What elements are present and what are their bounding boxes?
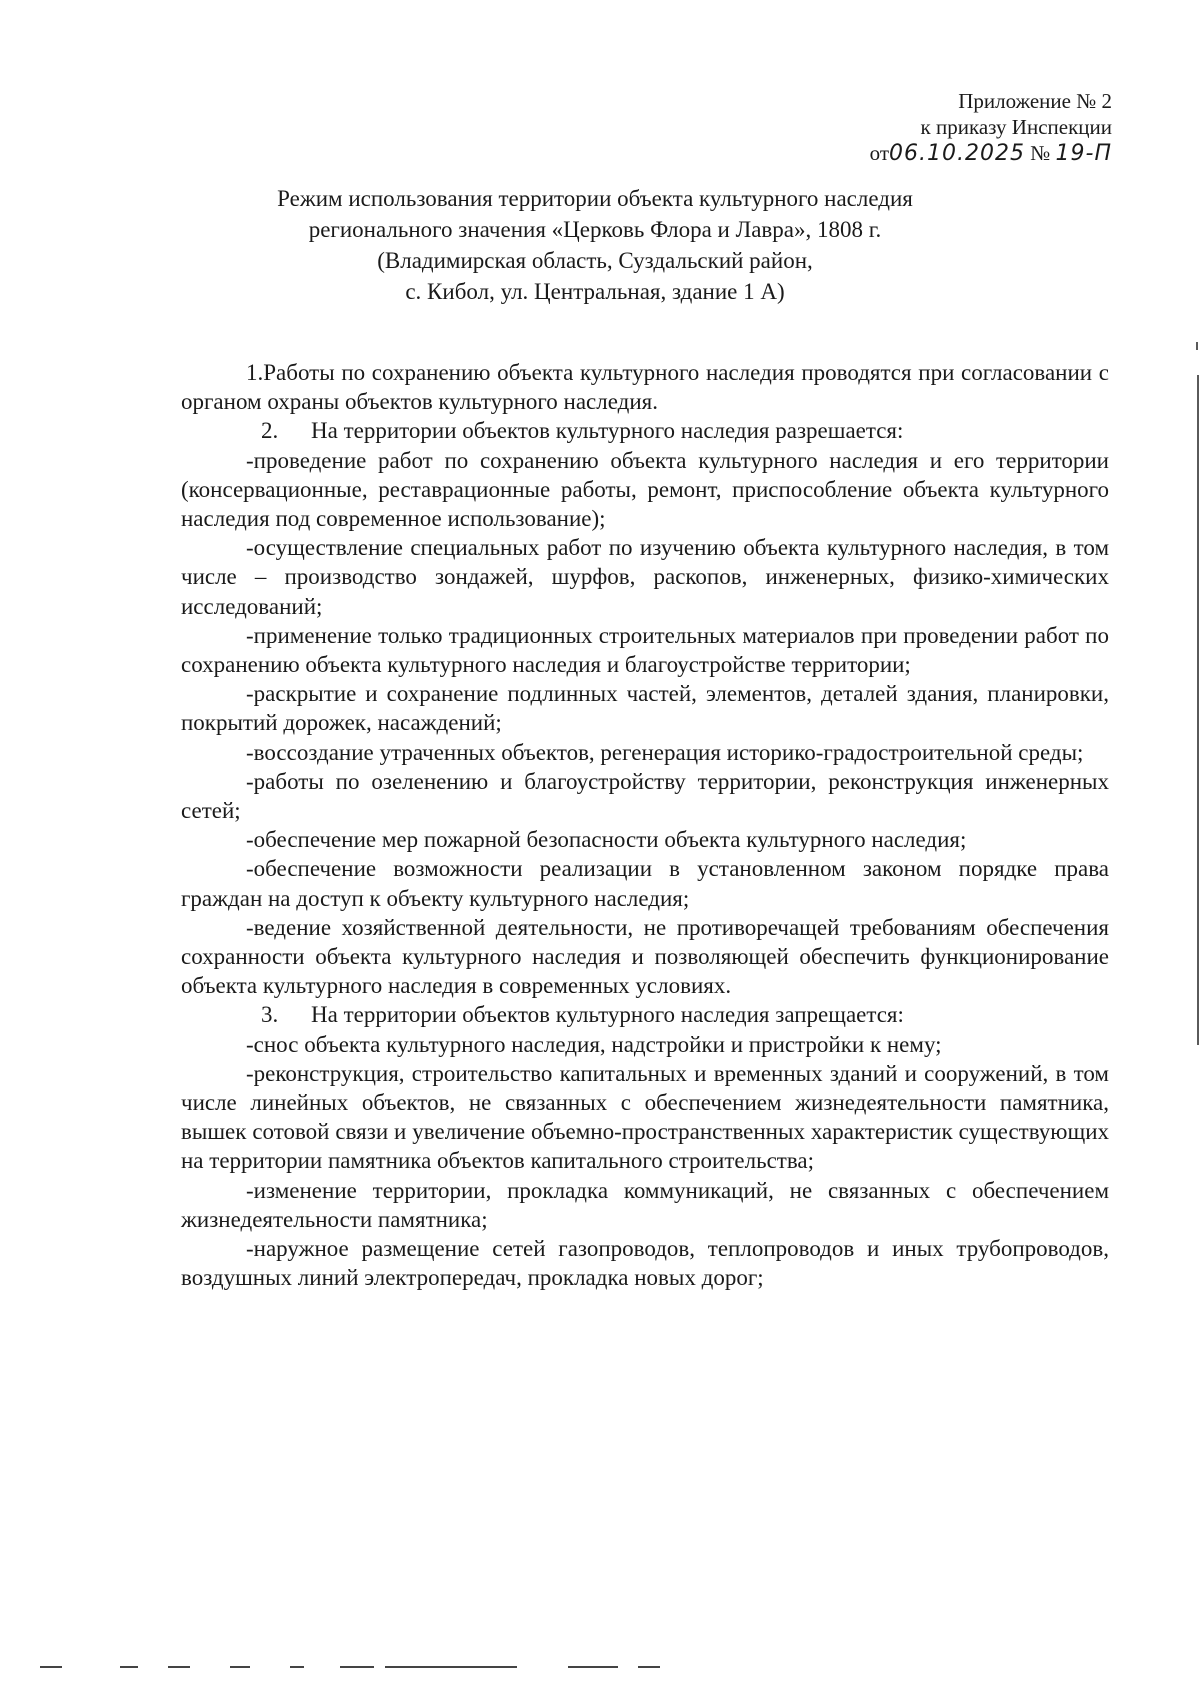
allowed-item: -раскрытие и сохранение подлинных частей, элементов, деталей здания, планировки, покрытий дорожек, насаждений; (181, 681, 1109, 736)
allowed-item: -ведение хозяйственной деятельности, не противоречащей требованиям обеспечения сохранности объекта культурного наследия и позволяющей обеспечить функционирование объекта культурного наследия в современных условиях. (181, 914, 1109, 999)
title-line-3: (Владимирская область, Суздальский район, (377, 248, 813, 273)
order-reference: к приказу Инспекции (920, 115, 1112, 139)
allowed-item: -обеспечение мер пожарной безопасности объекта культурного наследия; (246, 827, 967, 853)
footer-dash (638, 1666, 660, 1668)
section-2-number: 2. (261, 418, 279, 444)
footer-dash (168, 1666, 190, 1668)
allowed-item: -применение только традиционных строительных материалов при проведении работ по сохранению объекта культурного наследия и благоустройстве территории; (181, 622, 1109, 678)
footer-dash (120, 1666, 138, 1668)
prohibited-item: -снос объекта культурного наследия, надстройки и пристройки к нему; (246, 1031, 942, 1057)
handwritten-number: 19-П (1055, 141, 1112, 166)
section-2-title: На территории объектов культурного наследия разрешается: (311, 418, 904, 444)
footer-dash (40, 1666, 62, 1668)
appendix-number: Приложение № 2 (958, 89, 1112, 113)
scan-edge-tick (1196, 342, 1198, 350)
title-line-1: Режим использования территории объекта культурного наследия (277, 186, 913, 211)
section-3-title: На территории объектов культурного наследия запрещается: (311, 1002, 904, 1028)
scan-footer-marks (40, 1666, 840, 1670)
scan-edge-line (1197, 375, 1199, 1045)
title-line-4: с. Кибол, ул. Центральная, здание 1 А) (405, 279, 785, 304)
footer-dash (568, 1666, 618, 1668)
footer-dash (290, 1666, 304, 1668)
allowed-item: -проведение работ по сохранению объекта культурного наследия и его территории (консервационные, реставрационные работы, ремонт, приспособление объекта культурного наследия под современное использование); (181, 447, 1109, 532)
handwritten-date: 06.10.2025 (889, 141, 1025, 166)
allowed-item: -осуществление специальных работ по изучению объекта культурного наследия, в том числе – производство зондажей, шурфов, раскопов, инженерных, физико-химических исследований; (181, 535, 1109, 619)
document-title (150, 183, 1040, 307)
allowed-item: -работы по озеленению и благоустройству территории, реконструкция инженерных сетей; (181, 768, 1109, 824)
footer-dash (230, 1666, 250, 1668)
section-3-heading (181, 1000, 1109, 1029)
title-line-2: регионального значения «Церковь Флора и Лавра», 1808 г. (308, 217, 882, 242)
date-prefix: от (869, 141, 889, 165)
prohibited-item: -наружное размещение сетей газопроводов, теплопроводов и иных трубопроводов, воздушных линий электропередач, прокладка новых дорог; (181, 1236, 1109, 1291)
section-2-heading (181, 416, 1109, 445)
allowed-item: -воссоздание утраченных объектов, регенерация историко-градостроительной среды; (246, 739, 1084, 765)
allowed-item: -обеспечение возможности реализации в установленном законом порядке права граждан на доступ к объекту культурного наследия; (181, 856, 1109, 911)
document-body (181, 358, 1109, 1293)
prohibited-item: -изменение территории, прокладка коммуникаций, не связанных с обеспечением жизнедеятельности памятника; (181, 1177, 1109, 1232)
order-date-line (870, 140, 1112, 167)
paragraph-1: 1.Работы по сохранению объекта культурного наследия проводятся при согласовании с органом охраны объектов культурного наследия. (181, 360, 1109, 415)
prohibited-item: -реконструкция, строительство капитальных и временных зданий и сооружений, в том числе линейных объектов, не связанных с обеспечением жизнедеятельности памятника, вышек сотовой связи и увеличение объемно-пространственных характеристик существующих на территории памятника объектов капитального строительства; (181, 1060, 1109, 1174)
section-3-number: 3. (261, 1002, 279, 1028)
footer-dash (340, 1666, 374, 1668)
appendix-header (870, 88, 1112, 167)
number-sign: № (1030, 141, 1051, 165)
footer-dash (385, 1666, 517, 1668)
